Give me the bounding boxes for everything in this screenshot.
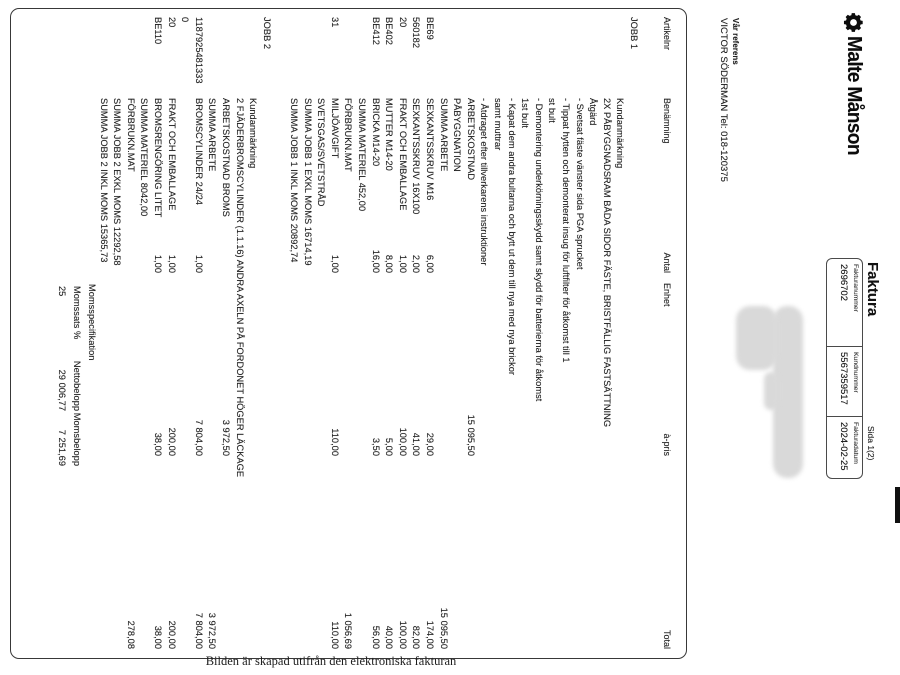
row-cell-price: 29,00 xyxy=(425,432,435,456)
col-header-apris: à-pris xyxy=(662,433,672,456)
table-row xyxy=(544,9,557,658)
row-cell-desc: SUMMA JOBB 1 EXKL MOMS 16714,19 xyxy=(302,98,313,266)
row-cell-tot: 40,00 xyxy=(384,625,395,649)
table-row xyxy=(381,9,394,658)
col-header-total: Total xyxy=(662,629,672,649)
row-cell-desc: 1st bult xyxy=(520,98,531,128)
table-row xyxy=(612,9,625,658)
table-row xyxy=(354,9,367,658)
table-row xyxy=(463,9,476,658)
scan-edge-artifact xyxy=(895,487,900,523)
items-table xyxy=(10,8,687,659)
row-cell-desc: samt muttrar xyxy=(493,98,503,151)
row-cell-tot: 56,00 xyxy=(370,625,381,649)
table-row xyxy=(449,9,462,658)
row-cell-art: 20 xyxy=(397,17,408,28)
table-row xyxy=(109,9,122,658)
col-header-artikelnr: Artikelnr xyxy=(662,17,672,51)
table-row xyxy=(150,9,163,658)
table-row xyxy=(327,9,340,658)
table-row xyxy=(626,9,639,658)
row-cell-art: 560182 xyxy=(411,17,422,49)
redacted-customer-info xyxy=(736,306,777,370)
table-row xyxy=(436,9,449,658)
row-cell-tot: 174,00 xyxy=(425,620,435,649)
row-cell-qty: 6,00 xyxy=(425,254,435,273)
row-cell-tot: 1 056,69 xyxy=(343,612,354,649)
row-cell-tot: 7 804,00 xyxy=(193,612,204,649)
row-cell-price: 15 095,50 xyxy=(465,414,476,456)
row-cell-art: BE69 xyxy=(425,17,435,40)
table-row xyxy=(408,9,421,658)
table-row xyxy=(422,9,435,658)
row-cell-qty: 1,00 xyxy=(193,254,204,273)
row-cell-art: 31 xyxy=(329,17,340,28)
row-cell-price: 3 972,50 xyxy=(221,419,231,456)
table-row xyxy=(177,9,190,658)
scan-caption: Bilden är skapad utifrån den elektroniska fakturan xyxy=(205,654,457,668)
row-cell-art: BE402 xyxy=(384,17,395,45)
table-row xyxy=(585,9,598,658)
table-row xyxy=(368,9,381,658)
row-cell-art: 20 xyxy=(166,17,177,28)
row-cell-desc: 2 FJÄDERBROMSCYLINDER (1.1.16) ANDRA AXELN PÅ FORDONET HÖGER LÄCKAGE xyxy=(234,98,245,478)
customer-number-value: 5567359517 xyxy=(838,352,849,405)
table-row xyxy=(164,9,177,658)
row-cell-qty: 1,00 xyxy=(166,254,177,273)
table-row xyxy=(136,9,149,658)
row-cell-desc: SUMMA JOBB 1 INKL MOMS 20892,74 xyxy=(289,98,299,263)
row-cell-desc: BROMSCYLINDER 24/24 xyxy=(193,98,204,205)
table-row xyxy=(218,9,231,658)
vat-amount-value: 7 251,69 xyxy=(57,429,67,466)
row-cell-desc: SUMMA JOBB 2 INKL MOMS 15365,73 xyxy=(98,98,109,263)
our-reference-value: VICTOR SÖDERMAN Tel: 018-120375 xyxy=(718,18,729,182)
row-cell-desc: - Kapat dem andra bultarna och bytt ut dem till nya med nya brickor xyxy=(506,98,517,375)
row-cell-desc: SEXKANTSSKRUV 16X100 xyxy=(411,98,422,215)
table-row xyxy=(531,9,544,658)
row-cell-desc: FRAKT OCH EMBALLAGE xyxy=(166,98,177,211)
vat-rate-value: 25 xyxy=(57,286,67,297)
row-cell-desc: BROMSRENGÖRING LITET xyxy=(153,98,163,218)
table-row xyxy=(300,9,313,658)
row-cell-tot: 82,00 xyxy=(411,625,422,649)
row-cell-tot: 3 972,50 xyxy=(207,612,218,649)
table-row xyxy=(395,9,408,658)
table-row xyxy=(504,9,517,658)
company-name: Malte Månson xyxy=(843,36,866,155)
table-row xyxy=(191,9,204,658)
invoice-number-value: 2696702 xyxy=(838,264,849,301)
table-row xyxy=(313,9,326,658)
table-row xyxy=(232,9,245,658)
row-cell-price: 5,00 xyxy=(384,437,395,456)
row-cell-art: 1187925481333 xyxy=(193,17,204,84)
col-header-enhet: Enhet xyxy=(662,283,672,307)
document-type-title: Faktura xyxy=(864,262,881,317)
row-cell-qty: 2,00 xyxy=(411,254,422,273)
table-row xyxy=(572,9,585,658)
row-cell-art: JOBB 1 xyxy=(629,17,639,50)
vat-amount-label: Momsbelopp xyxy=(72,412,82,466)
table-row xyxy=(245,9,258,658)
row-cell-desc: Åtgärd xyxy=(588,98,599,126)
customer-number-cell xyxy=(827,346,862,416)
row-cell-desc: - Tippat hytten och demonterat insug för luftfilter för åtkomst till 1 xyxy=(561,98,571,363)
vat-spec-title: Momsspecifikation xyxy=(87,284,97,361)
row-cell-desc: SUMMA JOBB 2 EXKL MOMS 12292,58 xyxy=(112,98,123,266)
row-cell-tot: 100,00 xyxy=(397,620,408,649)
invoice-number-label: Fakturanummer xyxy=(852,264,859,312)
customer-number-label: Kundnummer xyxy=(852,352,859,393)
col-header-benamning: Benämning xyxy=(662,98,672,144)
row-cell-qty: 1,00 xyxy=(329,254,340,273)
page-indicator: Sida 1(2) xyxy=(866,426,876,461)
row-cell-desc: SVETSGAS/SVETSTRÅD xyxy=(316,98,327,207)
gear-icon xyxy=(844,12,865,33)
row-cell-desc: SUMMA ARBETE xyxy=(207,98,218,172)
table-row xyxy=(272,9,285,658)
row-cell-desc: MUTTER M14-20 xyxy=(384,98,395,171)
row-cell-desc: - Åtdraget efter tillverkarens instruktioner xyxy=(479,98,490,266)
vat-net-label: Nettobelopp xyxy=(72,360,82,411)
row-cell-desc: st bult xyxy=(547,98,558,123)
row-cell-desc: FÖRBRUKN.MAT xyxy=(125,98,136,172)
row-cell-art: BE412 xyxy=(370,17,381,45)
table-row xyxy=(286,9,299,658)
row-cell-desc: - Svetsat fäste vänster sida PGA sprucket xyxy=(574,98,585,270)
our-reference-label: Vår referens xyxy=(731,18,740,65)
invoice-date-cell xyxy=(827,416,862,478)
table-row xyxy=(517,9,530,658)
table-row xyxy=(340,9,353,658)
vat-rate-label: Momssats % xyxy=(72,286,82,340)
row-cell-qty: 1,00 xyxy=(397,254,408,273)
row-cell-desc: Kundanmärkning xyxy=(248,98,259,169)
col-header-antal: Antal xyxy=(662,252,672,273)
table-row xyxy=(123,9,136,658)
row-cell-tot: 15 095,50 xyxy=(438,607,449,649)
row-cell-art: JOBB 2 xyxy=(261,17,272,50)
row-cell-desc: FRAKT OCH EMBALLAGE xyxy=(397,98,408,211)
row-cell-desc: Kundanmärkning xyxy=(615,98,626,169)
row-cell-price: 3,50 xyxy=(370,437,381,456)
row-cell-desc: BRICKA M14-20 xyxy=(370,98,381,167)
row-cell-price: 38,00 xyxy=(153,432,163,456)
row-cell-qty: 16,00 xyxy=(370,249,381,273)
row-cell-price: 110,00 xyxy=(329,428,340,456)
row-cell-art: BE110 xyxy=(153,17,163,45)
table-row xyxy=(259,9,272,658)
company-logo xyxy=(842,12,866,160)
vat-net-value: 29 006,77 xyxy=(57,369,67,411)
row-cell-desc: SUMMA MATERIEL 452,00 xyxy=(357,98,367,212)
row-cell-desc: SUMMA MATERIEL 8042,00 xyxy=(139,98,150,217)
row-cell-price: 41,00 xyxy=(411,432,422,456)
row-cell-qty: 8,00 xyxy=(384,254,395,273)
table-row xyxy=(96,9,109,658)
row-cell-desc: SEXKANTSSKRUV M16 xyxy=(425,98,435,201)
table-row xyxy=(204,9,217,658)
row-cell-price: 200,00 xyxy=(166,427,177,456)
row-cell-qty: 1,00 xyxy=(153,254,163,273)
invoice-date-value: 2024-02-25 xyxy=(838,422,849,471)
table-row xyxy=(558,9,571,658)
row-cell-desc: SUMMA ARBETE xyxy=(438,98,449,172)
table-row xyxy=(476,9,489,658)
row-cell-desc: ARBETSKOSTNAD xyxy=(465,98,476,181)
row-cell-price: 100,00 xyxy=(397,427,408,456)
row-cell-desc: 2X PÅBYGGNADSRAM BÅDA SIDOR FÄSTE, BRISTFÄLLIG FASTSÄTTNING xyxy=(601,98,612,428)
invoice-number-cell xyxy=(827,259,862,346)
row-cell-desc: FÖRBRUKN.MAT xyxy=(343,98,354,172)
table-row xyxy=(599,9,612,658)
invoice-meta-box xyxy=(826,258,863,479)
row-cell-desc: PÅBYGGNATION xyxy=(452,98,463,172)
row-cell-desc: ARBETSKOSTNAD BROMS xyxy=(221,98,231,217)
row-cell-desc: - Demontering underkörningsskydd samt skydd för batterierna för åtkomst xyxy=(533,98,544,402)
row-cell-price: 7 804,00 xyxy=(193,419,204,456)
table-row xyxy=(490,9,503,658)
row-cell-tot: 278,08 xyxy=(125,620,136,649)
row-cell-desc: MILJÖAVGIFT xyxy=(329,98,340,159)
row-cell-art: 0 xyxy=(180,17,191,23)
row-cell-tot: 200,00 xyxy=(166,620,177,649)
invoice-date-label: Fakturadatum xyxy=(852,422,859,464)
row-cell-tot: 110,00 xyxy=(329,621,340,649)
redacted-customer-info xyxy=(764,372,778,410)
row-cell-tot: 38,00 xyxy=(153,625,163,649)
